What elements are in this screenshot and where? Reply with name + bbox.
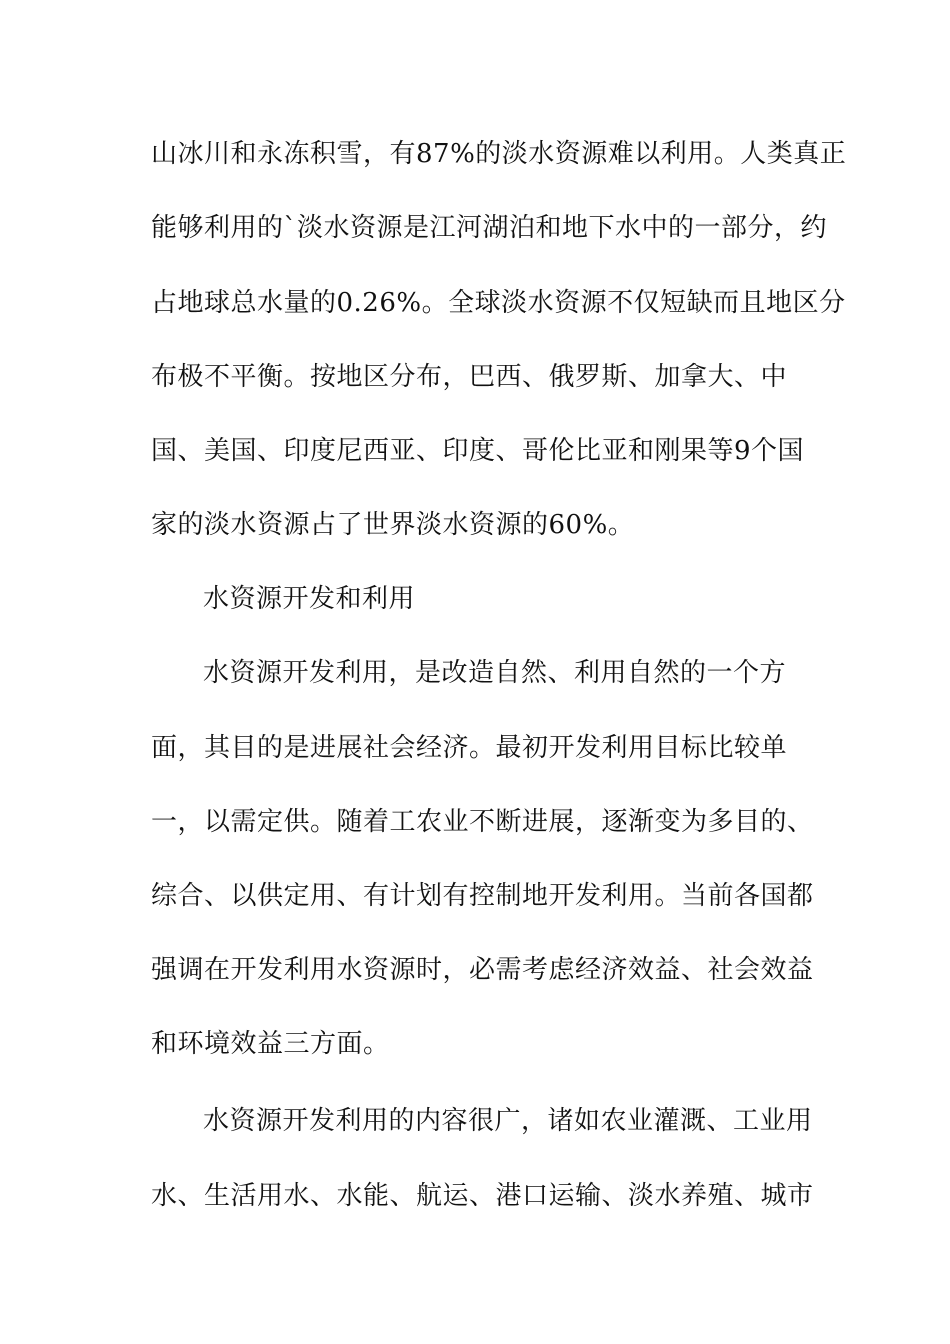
- paragraph-line: 家的淡水资源占了世界淡水资源的60%。: [151, 510, 635, 540]
- paragraph-line: 布极不平衡。按地区分布，巴西、俄罗斯、加拿大、中: [151, 362, 788, 392]
- paragraph-line: 能够利用的`淡水资源是江河湖泊和地下水中的一部分，约: [151, 213, 828, 243]
- paragraph-line: 和环境效益三方面。: [151, 1029, 390, 1059]
- paragraph-line: 山冰川和永冻积雪，有87%的淡水资源难以利用。人类真正: [151, 139, 847, 169]
- paragraph-line: 水、生活用水、水能、航运、港口运输、淡水养殖、城市: [151, 1181, 814, 1211]
- paragraph-line: 强调在开发利用水资源时，必需考虑经济效益、社会效益: [151, 955, 814, 985]
- paragraph-line: 国、美国、印度尼西亚、印度、哥伦比亚和刚果等9个国: [151, 436, 805, 466]
- paragraph-line: 占地球总水量的0.26%。全球淡水资源不仅短缺而且地区分: [151, 288, 846, 318]
- paragraph-line: 水资源开发利用，是改造自然、利用自然的一个方: [203, 658, 787, 688]
- paragraph-line: 一，以需定供。随着工农业不断进展，逐渐变为多目的、: [151, 807, 814, 837]
- paragraph-line: 综合、以供定用、有计划有控制地开发利用。当前各国都: [151, 881, 814, 911]
- paragraph-line: 水资源开发利用的内容很广，诸如农业灌溉、工业用: [203, 1106, 813, 1136]
- paragraph-line: 面，其目的是进展社会经济。最初开发利用目标比较单: [151, 733, 788, 763]
- section-heading: 水资源开发和利用: [203, 584, 416, 614]
